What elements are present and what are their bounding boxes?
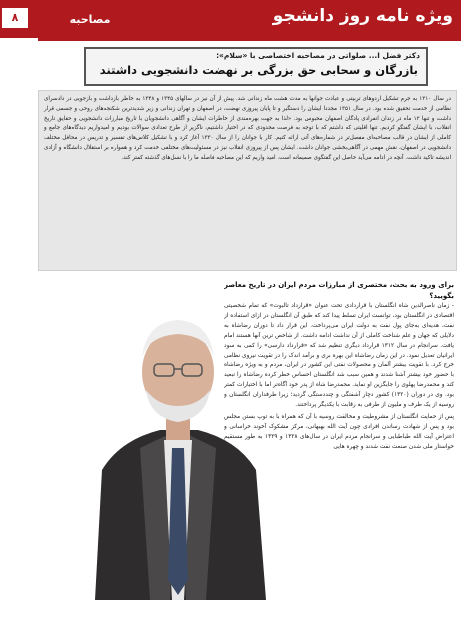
headline: بازرگان و سحابی حق بزرگی بر نهضت دانشجویی داشتند: [99, 63, 418, 77]
interview-column: [224, 280, 454, 618]
magazine-title: ویژه نامه روز دانشجو: [272, 6, 453, 26]
answer-paragraph-2: پس از حمایت انگلستان از مشروطیت و مخالفت روسیه با آن که همراه با به توپ بستن مجلس بود و پس از شهادت رساندن افرادی چون آیت الله بهبهانی، مرکز مشکوک آخوند خراسانی و اعتراض آیت الله طباطبایی و سرانجام مردم ایران در سال‌های ۱۳۲۸ و ۱۳۲۹ به طور مستقیم خواستار ملی شدن صنعت نفت شدند و چهره هایی: [224, 413, 454, 450]
page-number: ۸: [2, 8, 28, 28]
answer-paragraph-1: - زمان ناصرالدین شاه انگلستان با قراردادی تحت عنوان «قرارداد تالبوت» که تمام شخصیتی اقتصادی در انگلستان بود، توانست ایران تسلط پیدا کند که طبق آن انگلستان در ازای استفاده از نفت، هدیه‌ای به‌جای پول نفت به دولت ایران می‌پرداخت. این قرار داد تا دوران رضاشاه به دلایلی که جهان و علم شناخت کاملی از آن نداشت ادامه داشت. از شاخص ترین آنها هستند امام یافت. سرانجام در سال ۱۳۱۲ قرارداد دیگری تنظیم شد که «قرارداد دارسی» را کمی به سود ایرانیان تعدیل نمود. در این زمان رضاشاه این بهره بری و برآمد اندک را در تقویت نیروی نظامی خرج کرد. با تقویت بیشتر آلمان و محصولات نفتی این کشور در ایران، مردم و به ویژه رضاشاه با حضور خود بیشتر آشنا شدند و همین سبب شد انگلستان احساس خطر کرده رضاشاه را تبعید کند و محمدرضا پهلوی را جایگزین او نماید. محمدرضا شاه از پدر خود آگاه‌تر اما با اختیارات کمتر بود. وی در دوران (۱۳۲۰) کشور دچار آشفتگی و چنددستگی گردید؛ زیرا طرفداران انگلستان و روسیه از یک طرف و ملیون از طرفی به رقابت با یکدیگر پرداختند.: [224, 303, 454, 409]
interview-subtitle: دکتر فضل ا... صلواتی در مصاحبه اختصاصی با «سلام»:: [216, 51, 420, 60]
interview-question: برای ورود به بحث، مختصری از مبارزات مردم ایران در تاریخ معاصر بگویید؟: [224, 281, 454, 300]
intro-text: در سال ۱۳۱۰ به جرم تشکیل اردوهای تربیتی و عبادت جوانها به مدت هشت ماه زندانی شد. پیش از آن نیز در سالهای ۱۳۴۵ و ۱۳۴۸ به خاطر بازداشت و بازجویی در دادسرای نظامی از خدمت تحقیق شده بود. در سال ۱۳۵۱ مجددا ایشان را دستگیر و تا پایان پیروزی نهضت، در اصفهان و تهران زندانی و زیر شدیدترین شکنجه‌های روحی و جسمی قرار داشت و تنها ۱۲ ماه در زندان انفرادی پادگان اصفهان محبوس بود. «لذا به جهت بهره‌مندی از خاطرات ایشان و آگاهی دانشجویان با تاریخ مبارزات دانشجویی و حقایق تاریخ انقلاب، با ایشان گفتگو کردیم. تنها اقلیتی که داشتم که با توجه به فرصت محدودی که در اختیار داشتیم، ناگزیر از طرح تعدادی سوالات بودیم و امیدواریم دیدگاه‌های جامع و کاملی از ایشان در قالب مصاحبه‌ای مفصل‌تر در شماره‌های آتی ارائه کنیم. کار با جوانان را از سال ۱۳۳۰ آغاز کرد و با تشکیل کلاس‌های تفسیر و تدریس در محافل مختلف دانشجویی در اصفهان، نقش مهمی در آگاهی‌بخشی جوانان داشت. ایشان پس از پیروزی انقلاب نیز در مسئولیت‌های مختلفی خدمت کرد و همواره بر استقلال دانشگاه و آزادی اندیشه تاکید داشت. آنچه در ادامه می‌آید حاصل این گفتگوی صمیمانه است. امید واریم که این مصاحبه فاصله ما را با نسل‌های گذشته کمتر کند.: [38, 90, 457, 271]
title-box: [84, 47, 428, 86]
header-rule: [38, 38, 461, 41]
section-label: مصاحبه: [69, 13, 111, 26]
